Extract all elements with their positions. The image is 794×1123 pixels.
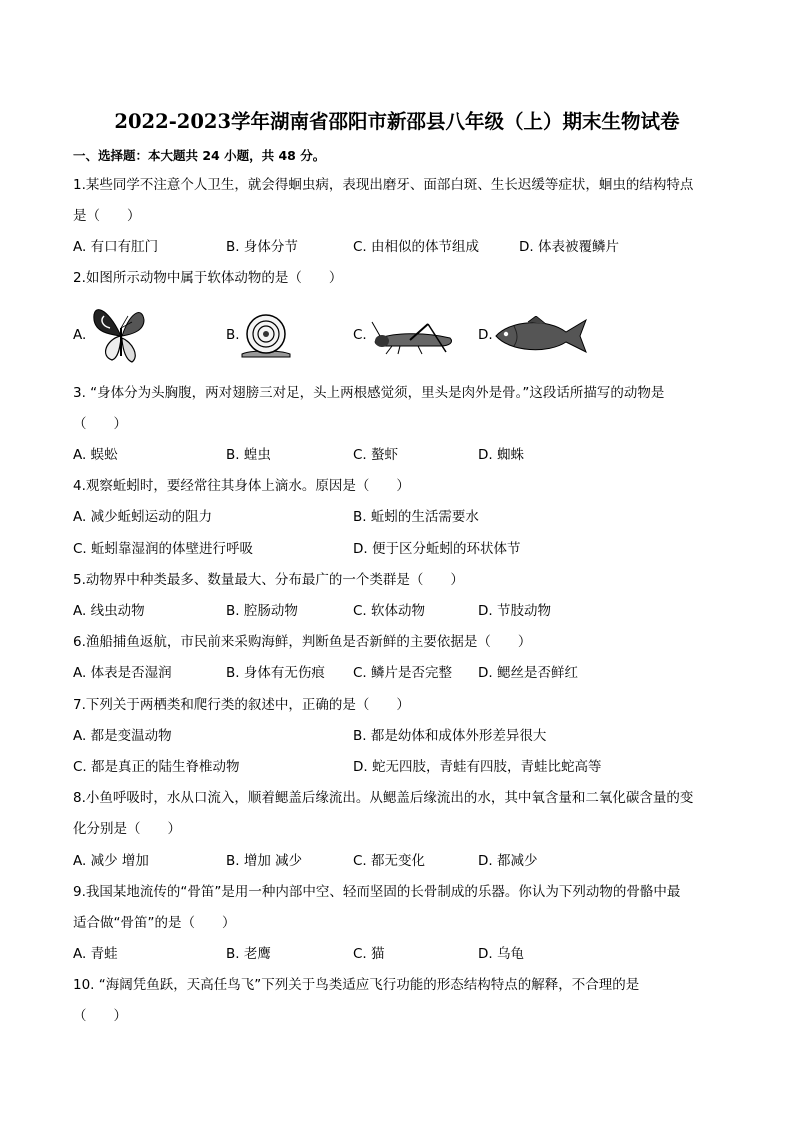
question-2-stem: 2.如图所示动物中属于软体动物的是（ ） [73,270,343,286]
question-4-option-b: B. 蚯蚓的生活需要水 [353,509,479,525]
question-1-stem: 1.某些同学不注意个人卫生，就会得蛔虫病，表现出磨牙、面部白斑、生长迟缓等症状，蛔虫的结构特点 [73,177,694,193]
page-title: 2022-2023学年湖南省邵阳市新邵县八年级（上）期末生物试卷 [114,110,680,133]
grasshopper-icon [370,318,460,356]
snail-icon [240,310,292,358]
question-4-stem: 4.观察蚯蚓时，要经常往其身体上滴水。原因是（ ） [73,478,410,494]
question-4-option-c: C. 蚯蚓靠湿润的体壁进行呼吸 [73,541,254,557]
question-4-option-a: A. 减少蚯蚓运动的阻力 [73,509,213,525]
question-6-option-a: A. 体表是否湿润 [73,665,172,681]
question-3-stem: 3. “身体分为头胸腹，两对翅膀三对足，头上两根感觉须，里头是肉外是骨。”这段话所描写的动物是 [73,385,665,401]
question-7-option-b: B. 都是幼体和成体外形差异很大 [353,728,547,744]
question-6-option-b: B. 身体有无伤痕 [226,665,325,681]
question-9-option-d: D. 乌龟 [478,946,524,962]
question-8-stem-cont: 化分别是（ ） [73,821,181,837]
butterfly-icon [88,298,152,370]
question-9-option-b: B. 老鹰 [226,946,271,962]
question-7-option-a: A. 都是变温动物 [73,728,172,744]
question-6-option-c: C. 鳞片是否完整 [353,665,453,681]
question-9-option-c: C. 猫 [353,946,385,962]
question-2-label-a: A. [73,327,87,343]
question-8-option-a: A. 减少 增加 [73,853,149,869]
question-9-option-a: A. 青蛙 [73,946,118,962]
question-3-option-a: A. 蜈蚣 [73,447,118,463]
question-5-option-a: A. 线虫动物 [73,603,145,619]
question-2-label-b: B. [226,327,240,343]
question-7-option-d: D. 蛇无四肢，青蛙有四肢，青蛙比蛇高等 [353,759,602,775]
question-10-stem-cont: （ ） [73,1008,127,1024]
question-2-label-d: D. [478,327,493,343]
question-3-option-d: D. 蜘蛛 [478,447,524,463]
question-8-option-b: B. 增加 减少 [226,853,303,869]
question-8-option-c: C. 都无变化 [353,853,426,869]
question-7-stem: 7.下列关于两栖类和爬行类的叙述中，正确的是（ ） [73,697,410,713]
question-1-stem-cont: 是（ ） [73,208,141,224]
question-3-option-b: B. 蝗虫 [226,447,271,463]
question-1-option-d: D. 体表被覆鳞片 [519,239,619,255]
question-6-option-d: D. 鳃丝是否鲜红 [478,665,578,681]
question-3-stem-cont: （ ） [73,416,127,432]
question-5-option-b: B. 腔肠动物 [226,603,298,619]
question-10-stem: 10. “海阔凭鱼跃，天高任鸟飞”下列关于鸟类适应飞行功能的形态结构特点的解释，不合理的是 [73,977,640,993]
section-heading: 一、选择题：本大题共 24 小题，共 48 分。 [73,148,326,163]
question-8-stem: 8.小鱼呼吸时，水从口流入，顺着鳃盖后缘流出。从鳃盖后缘流出的水，其中氧含量和二氧化碳含量的变 [73,790,694,806]
question-6-stem: 6.渔船捕鱼返航，市民前来采购海鲜，判断鱼是否新鲜的主要依据是（ ） [73,634,532,650]
question-5-option-d: D. 节肢动物 [478,603,551,619]
question-5-stem: 5.动物界中种类最多、数量最大、分布最广的一个类群是（ ） [73,572,464,588]
question-2-label-c: C. [353,327,367,343]
question-1-option-c: C. 由相似的体节组成 [353,239,480,255]
question-5-option-c: C. 软体动物 [353,603,426,619]
question-3-option-c: C. 螯虾 [353,447,399,463]
question-7-option-c: C. 都是真正的陆生脊椎动物 [73,759,240,775]
question-9-stem: 9.我国某地流传的“骨笛”是用一种内部中空、轻而坚固的长骨制成的乐器。你认为下列动物的骨骼中最 [73,884,681,900]
question-1-option-a: A. 有口有肛门 [73,239,159,255]
question-1-option-b: B. 身体分节 [226,239,298,255]
question-4-option-d: D. 便于区分蚯蚓的环状体节 [353,541,521,557]
question-8-option-d: D. 都减少 [478,853,538,869]
fish-icon [492,316,588,356]
question-9-stem-cont: 适合做“骨笛”的是（ ） [73,915,236,931]
